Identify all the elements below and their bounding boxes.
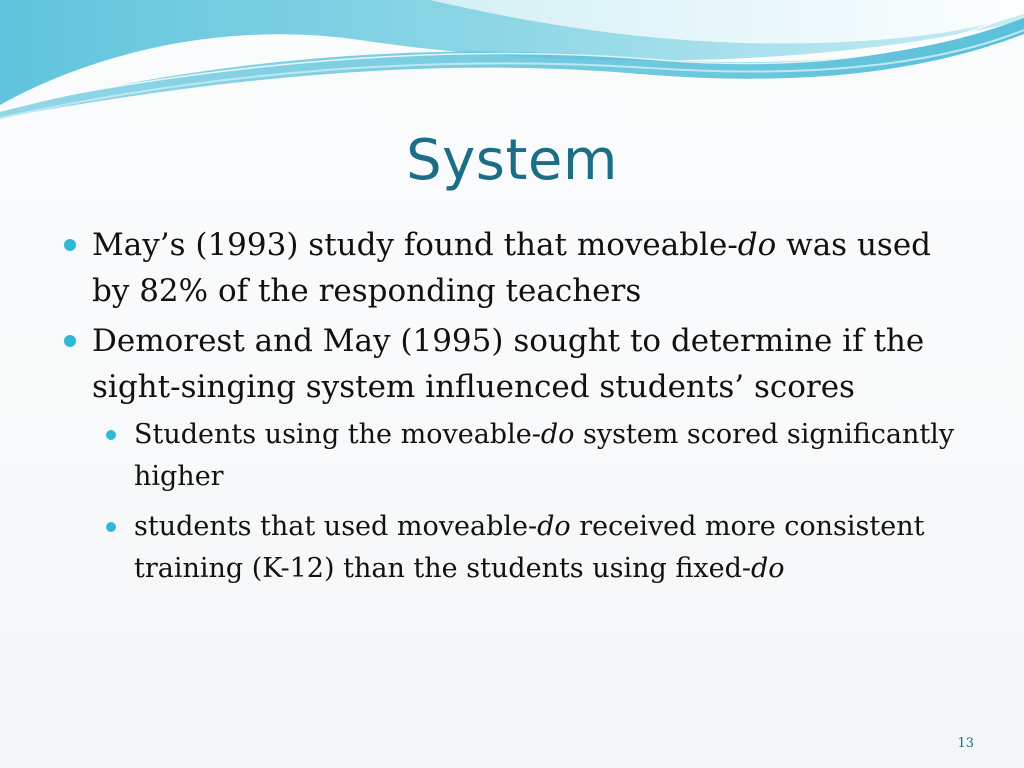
- bullet-dot-icon: [106, 430, 116, 440]
- page-number: 13: [957, 736, 974, 751]
- bullet-text: May’s (1993) study found that moveable-do was used by 82% of the responding teachers: [92, 227, 932, 309]
- bullet-dot-icon: [64, 239, 76, 251]
- bullet-dot-icon: [64, 335, 76, 347]
- slide-title: System: [406, 128, 618, 193]
- header-wave-decoration: [0, 0, 1024, 130]
- sub-bullet-text: students that used moveable-do received more consistent training (K-12) than the students using fixed-do: [134, 511, 925, 584]
- bullet-list: [62, 222, 962, 598]
- bullet-item: [62, 222, 962, 314]
- sub-bullet-item: [104, 506, 962, 590]
- bullet-item: [62, 318, 962, 410]
- bullet-text: Demorest and May (1995) sought to determine if the sight-singing system influenced students’ scores: [92, 323, 925, 405]
- sub-bullet-item: [104, 414, 962, 498]
- bullet-dot-icon: [106, 522, 116, 532]
- sub-bullet-text: Students using the moveable-do system scored significantly higher: [134, 419, 955, 492]
